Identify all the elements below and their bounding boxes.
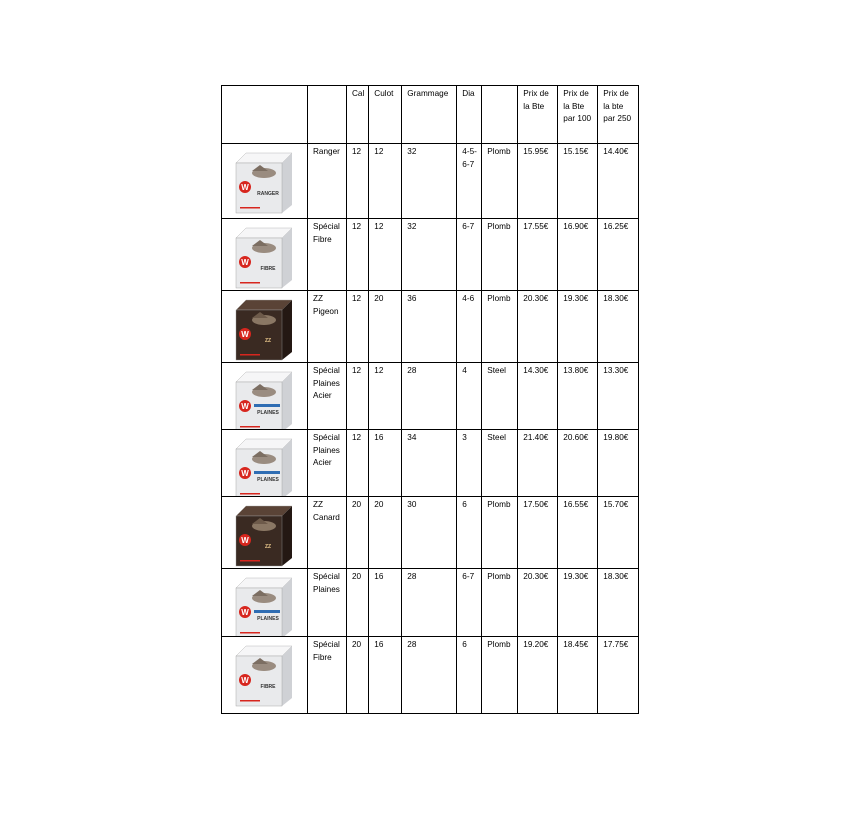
dia-cell: 4-5-6-7 <box>457 144 482 219</box>
box-side <box>282 439 292 497</box>
dia-cell: 6-7 <box>457 569 482 637</box>
prix-250-cell: 16.25€ <box>598 219 639 291</box>
prix-250-cell: 17.75€ <box>598 637 639 714</box>
type-cell: Plomb <box>482 637 518 714</box>
prix-100-cell: 13.80€ <box>558 363 598 430</box>
header-culot: Culot <box>369 86 402 144</box>
header-prix-100: Prix de la Bte par 100 <box>558 86 598 144</box>
grammage-cell: 32 <box>402 144 457 219</box>
prix-100-cell: 16.90€ <box>558 219 598 291</box>
grammage-cell: 28 <box>402 637 457 714</box>
prix-bte-cell: 17.50€ <box>518 497 558 569</box>
prix-250-cell: 18.30€ <box>598 569 639 637</box>
cal-cell: 12 <box>347 144 369 219</box>
image-cell <box>222 291 308 363</box>
prix-250-cell: 14.40€ <box>598 144 639 219</box>
product-name: Ranger <box>308 144 347 219</box>
header-prix-250: Prix de la bte par 250 <box>598 86 639 144</box>
table-row <box>222 363 639 430</box>
prix-250-cell: 18.30€ <box>598 291 639 363</box>
grammage-cell: 36 <box>402 291 457 363</box>
cal-cell: 20 <box>347 497 369 569</box>
zz-canard-box-image <box>230 502 296 568</box>
table-row <box>222 569 639 637</box>
dia-cell: 6 <box>457 497 482 569</box>
header-cell <box>308 86 347 144</box>
box-side <box>282 372 292 430</box>
culot-cell: 16 <box>369 430 402 497</box>
cal-cell: 12 <box>347 363 369 430</box>
product-name: Spécial Fibre <box>308 637 347 714</box>
culot-cell: 12 <box>369 363 402 430</box>
box-side <box>282 228 292 288</box>
box-stripe <box>240 207 260 209</box>
table-row <box>222 430 639 497</box>
image-cell <box>222 637 308 714</box>
cal-cell: 12 <box>347 430 369 497</box>
cal-cell: 12 <box>347 219 369 291</box>
prix-100-cell: 15.15€ <box>558 144 598 219</box>
product-name: Spécial Plaines Acier <box>308 363 347 430</box>
prix-100-cell: 20.60€ <box>558 430 598 497</box>
product-name: Spécial Fibre <box>308 219 347 291</box>
box-side <box>282 578 292 637</box>
cal-cell: 20 <box>347 637 369 714</box>
box-band <box>254 404 280 407</box>
header-cal: Cal <box>347 86 369 144</box>
culot-cell: 16 <box>369 569 402 637</box>
price-table <box>221 85 639 714</box>
image-cell <box>222 363 308 430</box>
prix-100-cell: 18.45€ <box>558 637 598 714</box>
box-side <box>282 300 292 360</box>
culot-cell: 12 <box>369 219 402 291</box>
header-cell <box>482 86 518 144</box>
image-cell <box>222 144 308 219</box>
special-plaines-box-image <box>230 574 296 637</box>
product-name: ZZ Pigeon <box>308 291 347 363</box>
table-row <box>222 219 639 291</box>
product-name: ZZ Canard <box>308 497 347 569</box>
dia-cell: 6 <box>457 637 482 714</box>
prix-bte-cell: 17.55€ <box>518 219 558 291</box>
header-prix-bte: Prix de la Bte <box>518 86 558 144</box>
table-row <box>222 291 639 363</box>
dia-cell: 3 <box>457 430 482 497</box>
cal-cell: 20 <box>347 569 369 637</box>
box-label: PLAINES <box>257 616 279 622</box>
culot-cell: 20 <box>369 291 402 363</box>
prix-100-cell: 19.30€ <box>558 569 598 637</box>
table-row <box>222 144 639 219</box>
type-cell: Plomb <box>482 497 518 569</box>
prix-bte-cell: 14.30€ <box>518 363 558 430</box>
box-band <box>254 471 280 474</box>
box-label: FIBRE <box>260 684 276 690</box>
product-name: Spécial Plaines <box>308 569 347 637</box>
box-stripe <box>240 426 260 428</box>
type-cell: Plomb <box>482 569 518 637</box>
box-label: PLAINES <box>257 410 279 416</box>
box-band <box>254 610 280 613</box>
grammage-cell: 32 <box>402 219 457 291</box>
box-label: FIBRE <box>260 266 276 272</box>
special-fibre-box-image <box>230 224 296 290</box>
prix-bte-cell: 19.20€ <box>518 637 558 714</box>
grammage-cell: 28 <box>402 363 457 430</box>
culot-cell: 12 <box>369 144 402 219</box>
type-cell: Steel <box>482 430 518 497</box>
prix-bte-cell: 20.30€ <box>518 291 558 363</box>
box-side <box>282 646 292 706</box>
culot-cell: 16 <box>369 637 402 714</box>
product-name: Spécial Plaines Acier <box>308 430 347 497</box>
prix-250-cell: 13.30€ <box>598 363 639 430</box>
grammage-cell: 34 <box>402 430 457 497</box>
prix-bte-cell: 20.30€ <box>518 569 558 637</box>
box-stripe <box>240 632 260 634</box>
image-cell <box>222 569 308 637</box>
brand-logo-letter: W <box>241 469 249 478</box>
header-cell <box>222 86 308 144</box>
grammage-cell: 30 <box>402 497 457 569</box>
box-stripe <box>240 560 260 562</box>
box-label: PLAINES <box>257 477 279 483</box>
box-stripe <box>240 700 260 702</box>
image-cell <box>222 430 308 497</box>
box-stripe <box>240 493 260 495</box>
prix-250-cell: 19.80€ <box>598 430 639 497</box>
prix-100-cell: 19.30€ <box>558 291 598 363</box>
box-side <box>282 506 292 566</box>
zz-pigeon-box-image <box>230 296 296 362</box>
brand-logo-letter: W <box>241 536 249 545</box>
image-cell <box>222 219 308 291</box>
special-fibre-box-image <box>230 642 296 708</box>
header-row <box>222 86 639 144</box>
box-label: ZZ <box>264 338 272 344</box>
prix-bte-cell: 21.40€ <box>518 430 558 497</box>
dia-cell: 4 <box>457 363 482 430</box>
dia-cell: 4-6 <box>457 291 482 363</box>
prix-bte-cell: 15.95€ <box>518 144 558 219</box>
culot-cell: 20 <box>369 497 402 569</box>
type-cell: Plomb <box>482 144 518 219</box>
type-cell: Plomb <box>482 291 518 363</box>
ranger-box-image <box>230 149 296 215</box>
table-row <box>222 497 639 569</box>
grammage-cell: 28 <box>402 569 457 637</box>
brand-logo-letter: W <box>241 183 249 192</box>
special-plaines-acier-box-image <box>230 435 296 497</box>
header-dia: Dia <box>457 86 482 144</box>
brand-logo-letter: W <box>241 676 249 685</box>
brand-logo-letter: W <box>241 330 249 339</box>
image-cell <box>222 497 308 569</box>
brand-logo-letter: W <box>241 258 249 267</box>
cal-cell: 12 <box>347 291 369 363</box>
table-row <box>222 637 639 714</box>
dia-cell: 6-7 <box>457 219 482 291</box>
header-grammage: Grammage <box>402 86 457 144</box>
box-label: RANGER <box>257 191 279 197</box>
brand-logo-letter: W <box>241 402 249 411</box>
box-label: ZZ <box>264 544 272 550</box>
type-cell: Steel <box>482 363 518 430</box>
prix-250-cell: 15.70€ <box>598 497 639 569</box>
special-plaines-acier-box-image <box>230 368 296 430</box>
type-cell: Plomb <box>482 219 518 291</box>
box-stripe <box>240 282 260 284</box>
prix-100-cell: 16.55€ <box>558 497 598 569</box>
brand-logo-letter: W <box>241 608 249 617</box>
box-side <box>282 153 292 213</box>
box-stripe <box>240 354 260 356</box>
